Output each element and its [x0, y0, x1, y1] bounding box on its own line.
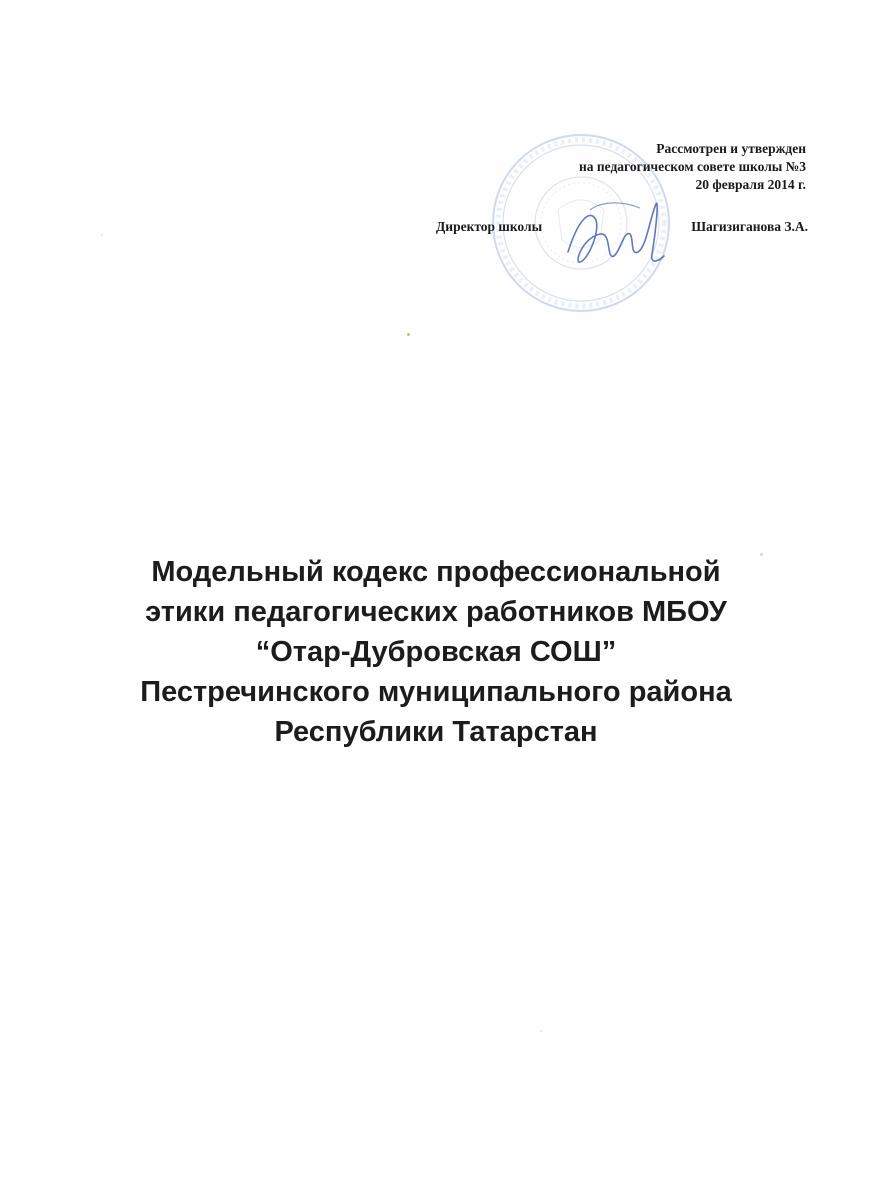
scan-speck: [540, 1030, 542, 1032]
approval-line-1: Рассмотрен и утвержден: [656, 141, 806, 156]
approval-block: [486, 140, 806, 194]
approval-line-2: на педагогическом совете школы №3: [578, 159, 806, 174]
document-title: [40, 552, 832, 752]
director-signature: [560, 190, 670, 280]
scan-speck: [407, 333, 410, 336]
title-line-3: “Отар-Дубровская СОШ”: [255, 636, 617, 668]
approval-date: 20 февраля 2014 г.: [695, 177, 806, 192]
director-name: Шагизиганова З.А.: [691, 219, 808, 234]
director-label: Директор школы: [436, 219, 543, 234]
scan-speck: [101, 234, 103, 236]
title-line-4: Пестречинского муниципального района: [140, 676, 732, 708]
title-line-5: Республики Татарстан: [274, 716, 598, 748]
scan-speck: [760, 553, 763, 556]
title-line-1: Модельный кодекс профессиональной: [151, 556, 721, 588]
title-line-2: этики педагогических работников МБОУ: [145, 596, 727, 628]
